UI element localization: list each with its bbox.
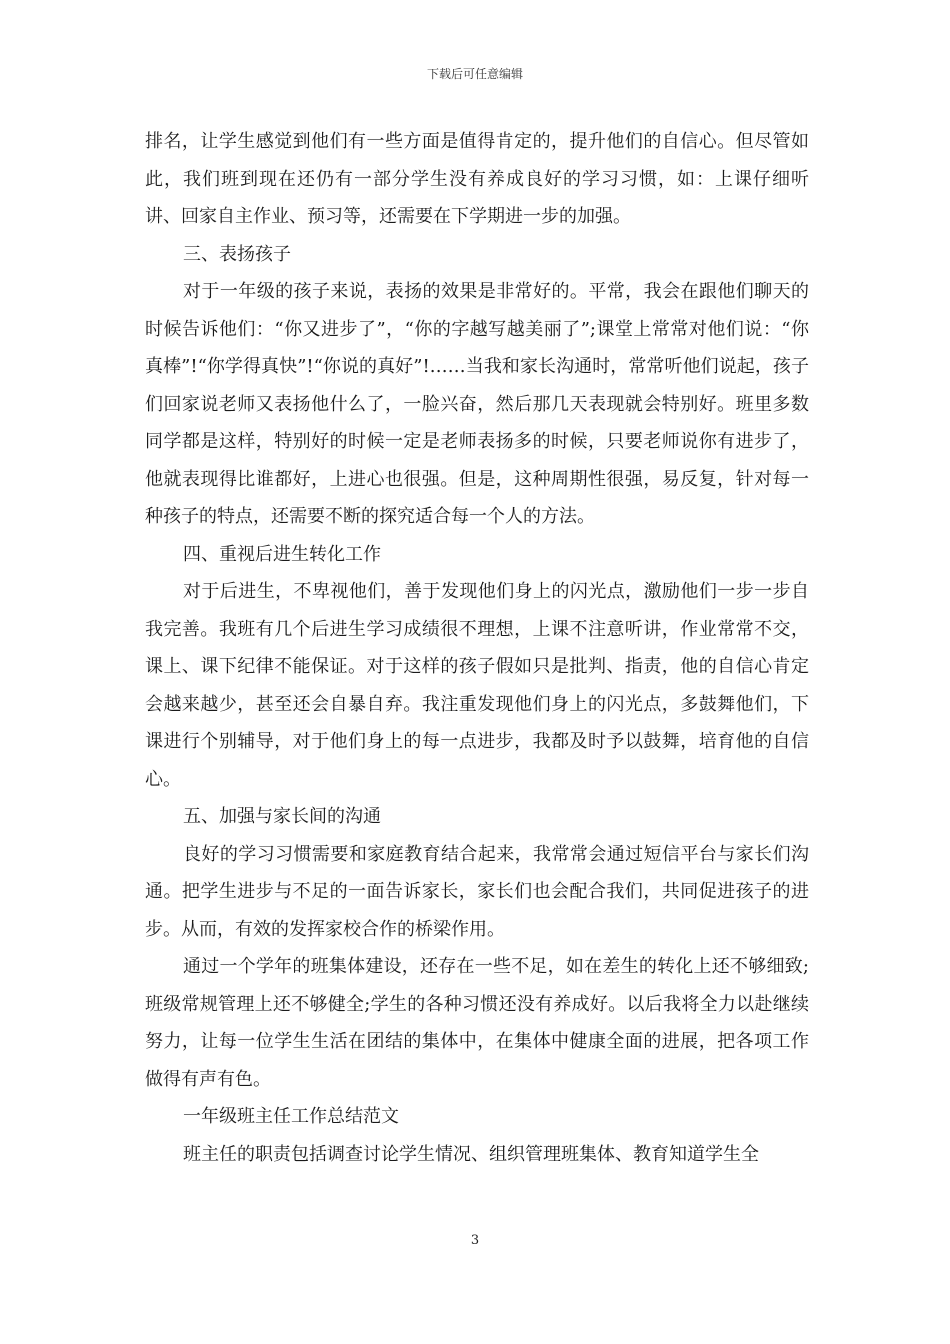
document-subtitle: 一年级班主任工作总结范文 bbox=[183, 1106, 399, 1127]
paragraph: 对于一年级的孩子来说，表扬的效果是非常好的。平常，我会在跟他们聊天的时候告诉他们：“你又进步了”，“你的字越写越美丽了”;课堂上常常对他们说：“你真棒”!“你学得真快”!“你说的真好”!……当我和家长沟通时，常常听他们说起，孩子们回家说老师又表扬他什么了，一脸兴奋，然后那几天表现就会特别好。班里多数同学都是这样，特别好的时候一定是老师表扬多的时候，只要老师说你有进步了，他就表现得比谁都好，上进心也很强。但是，这种周期性很强，易反复，针对每一种孩子的特点，还需要不断的探究适合每一个人的方法。 bbox=[145, 281, 809, 527]
paragraph: 良好的学习习惯需要和家庭教育结合起来，我常常会通过短信平台与家长们沟通。把学生进步与不足的一面告诉家长，家长们也会配合我们，共同促进孩子的进步。从而，有效的发挥家校合作的桥梁作用。 bbox=[145, 843, 809, 940]
page-header: 下载后可任意编辑 bbox=[426, 67, 523, 81]
section-heading: 五、加强与家长间的沟通 bbox=[183, 806, 381, 827]
paragraph: 对于后进生，不卑视他们，善于发现他们身上的闪光点，激励他们一步一步自我完善。我班有几个后进生学习成绩很不理想，上课不注意听讲，作业常常不交，课上、课下纪律不能保证。对于这样的孩子假如只是批判、指责，他的自信心肯定会越来越少，甚至还会自暴自弃。我注重发现他们身上的闪光点，多鼓舞他们，下课进行个别辅导，对于他们身上的每一点进步，我都及时予以鼓舞，培育他的自信心。 bbox=[145, 581, 809, 790]
paragraph: 通过一个学年的班集体建设，还存在一些不足，如在差生的转化上还不够细致;班级常规管理上还不够健全;学生的各种习惯还没有养成好。以后我将全力以赴继续努力，让每一位学生生活在团结的集体中，在集体中健康全面的进展，把各项工作做得有声有色。 bbox=[145, 956, 809, 1090]
paragraph: 排名，让学生感觉到他们有一些方面是值得肯定的，提升他们的自信心。但尽管如此，我们班到现在还仍有一部分学生没有养成良好的学习习惯，如：上课仔细听讲、回家自主作业、预习等，还需要在下学期进一步的加强。 bbox=[145, 131, 809, 227]
paragraph: 班主任的职责包括调查讨论学生情况、组织管理班集体、教育知道学生全 bbox=[183, 1143, 759, 1165]
document-body bbox=[145, 123, 809, 1173]
section-heading: 三、表扬孩子 bbox=[183, 243, 291, 265]
section-heading: 四、重视后进生转化工作 bbox=[183, 543, 381, 565]
page-number: 3 bbox=[470, 1233, 480, 1248]
